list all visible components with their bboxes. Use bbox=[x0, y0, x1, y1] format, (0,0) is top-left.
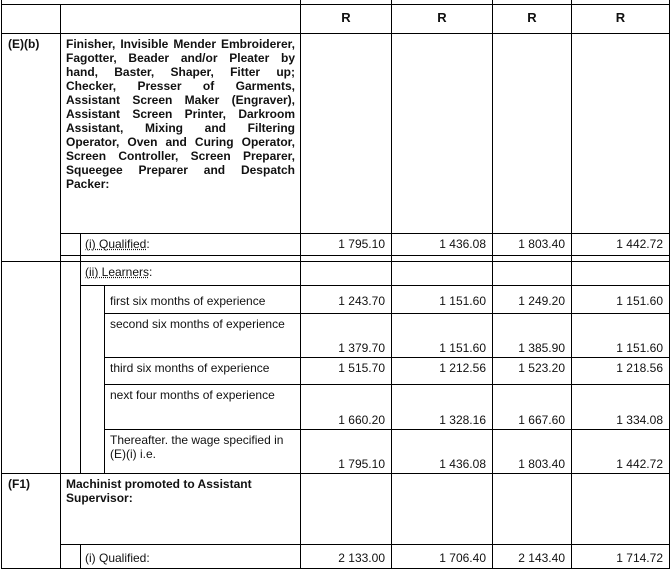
eb-learners-row bbox=[2, 261, 670, 285]
learner-row-v1: 1 379.70 bbox=[301, 313, 392, 357]
currency-header-4: R bbox=[572, 4, 670, 33]
f1-qualified-label: (i) Qualified: bbox=[81, 544, 301, 568]
learner-row-v3: 1 803.40 bbox=[493, 429, 572, 473]
learner-row-label: second six months of experience bbox=[105, 313, 301, 357]
header-blank-code bbox=[2, 4, 61, 33]
eb-qualified-v1: 1 795.10 bbox=[301, 233, 392, 255]
eb-description-row bbox=[2, 33, 670, 233]
learner-row-v2: 1 151.60 bbox=[392, 285, 493, 313]
learner-row-v1: 1 795.10 bbox=[301, 429, 392, 473]
f1-qualified-v4: 1 714.72 bbox=[572, 544, 670, 568]
wage-table bbox=[1, 0, 670, 569]
learner-row-v4: 1 151.60 bbox=[572, 313, 670, 357]
header-blank-desc bbox=[61, 4, 301, 33]
eb-qualified-v2: 1 436.08 bbox=[392, 233, 493, 255]
learner-row-v3: 1 523.20 bbox=[493, 357, 572, 384]
learner-row-v1: 1 515.70 bbox=[301, 357, 392, 384]
learner-row-label: third six months of experience bbox=[105, 357, 301, 384]
learner-row bbox=[2, 285, 670, 313]
learner-row-v4: 1 334.08 bbox=[572, 384, 670, 429]
eb-qualified-v3: 1 803.40 bbox=[493, 233, 572, 255]
currency-header-row bbox=[2, 4, 670, 33]
learner-row-v4: 1 151.60 bbox=[572, 285, 670, 313]
f1-qualified-v3: 2 143.40 bbox=[493, 544, 572, 568]
f1-code: (F1) bbox=[2, 473, 61, 568]
learner-row-v1: 1 660.20 bbox=[301, 384, 392, 429]
f1-description-row bbox=[2, 473, 670, 544]
eb-qualified-v4: 1 442.72 bbox=[572, 233, 670, 255]
learner-row-v2: 1 151.60 bbox=[392, 313, 493, 357]
learner-row-v4: 1 442.72 bbox=[572, 429, 670, 473]
eb-learners-label: (ii) Learners: bbox=[81, 261, 301, 285]
learner-row-v3: 1 385.90 bbox=[493, 313, 572, 357]
f1-qualified-row bbox=[2, 544, 670, 568]
currency-header-1: R bbox=[301, 4, 392, 33]
learner-row-v2: 1 328.16 bbox=[392, 384, 493, 429]
eb-code: (E)(b) bbox=[2, 33, 61, 261]
learner-row-v4: 1 218.56 bbox=[572, 357, 670, 384]
learner-row-v2: 1 436.08 bbox=[392, 429, 493, 473]
learner-row-v2: 1 212.56 bbox=[392, 357, 493, 384]
eb-title: Finisher, Invisible Mender Embroiderer, Fagotter, Beader and/or Pleater by hand, Baster, Shaper, Fitter up; Checker, Presser of Garments, Assistant Screen Maker (Engraver), Assistant Screen Printer, Darkroom Assistant, Mixing and Filtering Operator, Oven and Curing Operator, Screen Controller, Screen Preparer, Squeegee Preparer and Despatch Packer: bbox=[61, 33, 301, 233]
eb-qualified-label: (i) Qualified: bbox=[81, 233, 301, 255]
learner-row-label: next four months of experience bbox=[105, 384, 301, 429]
eb-qualified-row bbox=[2, 233, 670, 255]
f1-qualified-v1: 2 133.00 bbox=[301, 544, 392, 568]
learner-row-v3: 1 249.20 bbox=[493, 285, 572, 313]
currency-header-3: R bbox=[493, 4, 572, 33]
learner-row-label: first six months of experience bbox=[105, 285, 301, 313]
f1-qualified-v2: 1 706.40 bbox=[392, 544, 493, 568]
f1-title: Machinist promoted to Assistant Supervisor: bbox=[61, 473, 301, 544]
currency-header-2: R bbox=[392, 4, 493, 33]
learner-row-v3: 1 667.60 bbox=[493, 384, 572, 429]
learner-row-label: Thereafter. the wage specified in (E)(i) i.e. bbox=[105, 429, 301, 473]
learner-row-v1: 1 243.70 bbox=[301, 285, 392, 313]
